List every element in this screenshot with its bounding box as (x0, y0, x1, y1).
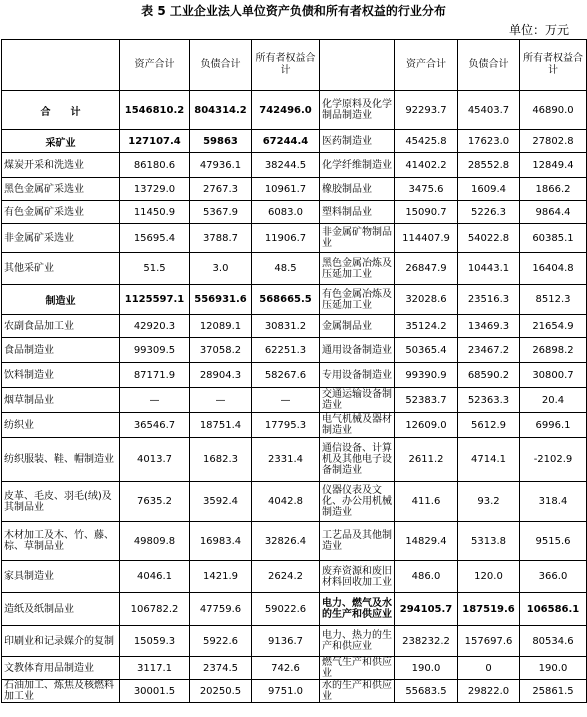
value-cell: 3592.4 (190, 482, 252, 522)
value-cell: 4013.7 (120, 438, 190, 482)
industry-name-cell: 化学原料及化学制品制造业 (320, 91, 395, 130)
value-cell: 35124.2 (395, 315, 458, 338)
industry-name-cell: 造纸及纸制品业 (2, 593, 120, 626)
value-cell: 58267.6 (252, 363, 320, 388)
value-cell: 12089.1 (190, 315, 252, 338)
value-cell: 106782.2 (120, 593, 190, 626)
value-cell: 99309.5 (120, 338, 190, 363)
table-row (2, 253, 587, 285)
value-cell: 99390.9 (395, 363, 458, 388)
industry-name-cell: 农副食品加工业 (2, 315, 120, 338)
value-cell: 49809.8 (120, 522, 190, 561)
value-cell: 67244.4 (252, 130, 320, 153)
header-cell: 所有者权益合计 (520, 40, 587, 91)
value-cell: 32826.4 (252, 522, 320, 561)
header-cell: 所有者权益合计 (252, 40, 320, 91)
value-cell: 42920.3 (120, 315, 190, 338)
industry-name-cell: 有色金属矿采选业 (2, 201, 120, 224)
industry-name-cell: 塑料制品业 (320, 201, 395, 224)
value-cell: 80534.6 (520, 626, 587, 657)
table-row (2, 482, 587, 522)
industry-name-cell: 饮料制造业 (2, 363, 120, 388)
value-cell: 92293.7 (395, 91, 458, 130)
header-row (2, 40, 587, 91)
value-cell: 6083.0 (252, 201, 320, 224)
header-cell: 负债合计 (458, 40, 520, 91)
industry-name-cell: 采矿业 (2, 130, 120, 153)
value-cell: 30800.7 (520, 363, 587, 388)
value-cell: 9751.0 (252, 680, 320, 703)
table-row (2, 657, 587, 680)
value-cell: 5367.9 (190, 201, 252, 224)
value-cell: 52383.7 (395, 388, 458, 413)
value-cell: — (252, 388, 320, 413)
value-cell: 15090.7 (395, 201, 458, 224)
value-cell: 23467.2 (458, 338, 520, 363)
table-row (2, 388, 587, 413)
industry-name-cell: 专用设备制造业 (320, 363, 395, 388)
value-cell: 28904.3 (190, 363, 252, 388)
value-cell: -2102.9 (520, 438, 587, 482)
value-cell: 486.0 (395, 561, 458, 593)
table-row (2, 626, 587, 657)
value-cell: 411.6 (395, 482, 458, 522)
value-cell: 190.0 (395, 657, 458, 680)
industry-name-cell: 橡胶制品业 (320, 178, 395, 201)
value-cell: 5922.6 (190, 626, 252, 657)
industry-name-cell: 家具制造业 (2, 561, 120, 593)
industry-name-cell: 通用设备制造业 (320, 338, 395, 363)
value-cell: 804314.2 (190, 91, 252, 130)
value-cell: 46890.0 (520, 91, 587, 130)
header-cell (2, 40, 120, 91)
value-cell: 50365.4 (395, 338, 458, 363)
value-cell: 59022.6 (252, 593, 320, 626)
table-body (2, 40, 587, 703)
value-cell: 11906.7 (252, 224, 320, 253)
value-cell: 16983.4 (190, 522, 252, 561)
value-cell: 1546810.2 (120, 91, 190, 130)
value-cell: 29822.0 (458, 680, 520, 703)
value-cell: — (190, 388, 252, 413)
value-cell: 4046.1 (120, 561, 190, 593)
value-cell: 51.5 (120, 253, 190, 285)
value-cell: — (120, 388, 190, 413)
industry-name-cell: 废弃资源和废旧材料回收加工业 (320, 561, 395, 593)
value-cell: 26898.2 (520, 338, 587, 363)
value-cell: 2767.3 (190, 178, 252, 201)
industry-name-cell: 烟草制品业 (2, 388, 120, 413)
industry-name-cell: 燃气生产和供应业 (320, 657, 395, 680)
value-cell: 48.5 (252, 253, 320, 285)
value-cell: 15059.3 (120, 626, 190, 657)
value-cell: 47759.6 (190, 593, 252, 626)
industry-table (1, 39, 587, 703)
value-cell: 0 (458, 657, 520, 680)
value-cell: 12849.4 (520, 153, 587, 178)
value-cell: 9136.7 (252, 626, 320, 657)
industry-name-cell: 仪器仪表及文化、办公用机械制造业 (320, 482, 395, 522)
table-row (2, 201, 587, 224)
industry-name-cell: 化学纤维制造业 (320, 153, 395, 178)
value-cell: 6996.1 (520, 413, 587, 438)
value-cell: 3.0 (190, 253, 252, 285)
value-cell: 59863 (190, 130, 252, 153)
value-cell: 1125597.1 (120, 285, 190, 315)
table-row (2, 91, 587, 130)
value-cell: 15695.4 (120, 224, 190, 253)
industry-name-cell: 水的生产和供应业 (320, 680, 395, 703)
value-cell: 93.2 (458, 482, 520, 522)
table-row (2, 561, 587, 593)
table-row (2, 285, 587, 315)
value-cell: 1609.4 (458, 178, 520, 201)
table-row (2, 363, 587, 388)
value-cell: 12609.0 (395, 413, 458, 438)
unit-label: 单位：万元 (508, 23, 569, 37)
value-cell: 2611.2 (395, 438, 458, 482)
value-cell: 30001.5 (120, 680, 190, 703)
value-cell: 52363.3 (458, 388, 520, 413)
industry-name-cell: 交通运输设备制造业 (320, 388, 395, 413)
value-cell: 25861.5 (520, 680, 587, 703)
value-cell: 26847.9 (395, 253, 458, 285)
industry-name-cell: 合 计 (2, 91, 120, 130)
industry-name-cell: 其他采矿业 (2, 253, 120, 285)
table-row (2, 178, 587, 201)
value-cell: 14829.4 (395, 522, 458, 561)
value-cell: 1421.9 (190, 561, 252, 593)
header-cell: 资产合计 (120, 40, 190, 91)
value-cell: 45403.7 (458, 91, 520, 130)
value-cell: 4042.8 (252, 482, 320, 522)
value-cell: 7635.2 (120, 482, 190, 522)
value-cell: 11450.9 (120, 201, 190, 224)
value-cell: 45425.8 (395, 130, 458, 153)
value-cell: 30831.2 (252, 315, 320, 338)
industry-name-cell: 非金属矿物制品业 (320, 224, 395, 253)
value-cell: 17795.3 (252, 413, 320, 438)
industry-name-cell: 纺织业 (2, 413, 120, 438)
value-cell: 742.6 (252, 657, 320, 680)
industry-name-cell: 皮革、毛皮、羽毛(绒)及其制品业 (2, 482, 120, 522)
value-cell: 23516.3 (458, 285, 520, 315)
value-cell: 32028.6 (395, 285, 458, 315)
value-cell: 9864.4 (520, 201, 587, 224)
industry-name-cell: 纺织服装、鞋、帽制造业 (2, 438, 120, 482)
value-cell: 87171.9 (120, 363, 190, 388)
value-cell: 4714.1 (458, 438, 520, 482)
table-row (2, 413, 587, 438)
value-cell: 86180.6 (120, 153, 190, 178)
value-cell: 3117.1 (120, 657, 190, 680)
industry-name-cell: 石油加工、炼焦及核燃料加工业 (2, 680, 120, 703)
value-cell: 16404.8 (520, 253, 587, 285)
header-cell: 负债合计 (190, 40, 252, 91)
value-cell: 38244.5 (252, 153, 320, 178)
table-row (2, 680, 587, 703)
value-cell: 187519.6 (458, 593, 520, 626)
industry-name-cell: 黑色金属矿采选业 (2, 178, 120, 201)
value-cell: 238232.2 (395, 626, 458, 657)
value-cell: 190.0 (520, 657, 587, 680)
value-cell: 36546.7 (120, 413, 190, 438)
industry-name-cell: 工艺品及其他制造业 (320, 522, 395, 561)
value-cell: 27802.8 (520, 130, 587, 153)
table-row (2, 338, 587, 363)
industry-name-cell: 食品制造业 (2, 338, 120, 363)
value-cell: 5313.8 (458, 522, 520, 561)
industry-name-cell: 黑色金属冶炼及压延加工业 (320, 253, 395, 285)
value-cell: 60385.1 (520, 224, 587, 253)
value-cell: 568665.5 (252, 285, 320, 315)
value-cell: 5612.9 (458, 413, 520, 438)
value-cell: 20250.5 (190, 680, 252, 703)
value-cell: 3788.7 (190, 224, 252, 253)
value-cell: 3475.6 (395, 178, 458, 201)
industry-name-cell: 文教体育用品制造业 (2, 657, 120, 680)
industry-name-cell: 金属制品业 (320, 315, 395, 338)
value-cell: 41402.2 (395, 153, 458, 178)
value-cell: 127107.4 (120, 130, 190, 153)
value-cell: 8512.3 (520, 285, 587, 315)
value-cell: 10443.1 (458, 253, 520, 285)
value-cell: 62251.3 (252, 338, 320, 363)
table-row (2, 593, 587, 626)
value-cell: 18751.4 (190, 413, 252, 438)
table-row (2, 438, 587, 482)
value-cell: 106586.1 (520, 593, 587, 626)
value-cell: 366.0 (520, 561, 587, 593)
header-cell: 资产合计 (395, 40, 458, 91)
table-row (2, 522, 587, 561)
value-cell: 13729.0 (120, 178, 190, 201)
value-cell: 54022.8 (458, 224, 520, 253)
value-cell: 114407.9 (395, 224, 458, 253)
value-cell: 28552.8 (458, 153, 520, 178)
industry-name-cell: 木材加工及木、竹、藤、棕、草制品业 (2, 522, 120, 561)
value-cell: 1682.3 (190, 438, 252, 482)
industry-name-cell: 煤炭开采和洗选业 (2, 153, 120, 178)
industry-name-cell: 印刷业和记录媒介的复制 (2, 626, 120, 657)
industry-name-cell: 电气机械及器材制造业 (320, 413, 395, 438)
value-cell: 742496.0 (252, 91, 320, 130)
value-cell: 2374.5 (190, 657, 252, 680)
value-cell: 10961.7 (252, 178, 320, 201)
table-row (2, 130, 587, 153)
value-cell: 318.4 (520, 482, 587, 522)
industry-name-cell: 通信设备、计算机及其他电子设备制造业 (320, 438, 395, 482)
table-row (2, 153, 587, 178)
value-cell: 2331.4 (252, 438, 320, 482)
industry-name-cell: 医药制造业 (320, 130, 395, 153)
industry-name-cell: 电力、热力的生产和供应业 (320, 626, 395, 657)
value-cell: 55683.5 (395, 680, 458, 703)
value-cell: 21654.9 (520, 315, 587, 338)
value-cell: 47936.1 (190, 153, 252, 178)
value-cell: 17623.0 (458, 130, 520, 153)
industry-name-cell: 制造业 (2, 285, 120, 315)
value-cell: 2624.2 (252, 561, 320, 593)
header-cell (320, 40, 395, 91)
table-title: 表 5 工业企业法人单位资产负债和所有者权益的行业分布 (141, 4, 446, 18)
value-cell: 294105.7 (395, 593, 458, 626)
value-cell: 37058.2 (190, 338, 252, 363)
value-cell: 120.0 (458, 561, 520, 593)
table-row (2, 224, 587, 253)
industry-name-cell: 电力、燃气及水的生产和供应业 (320, 593, 395, 626)
table-row (2, 315, 587, 338)
value-cell: 5226.3 (458, 201, 520, 224)
value-cell: 9515.6 (520, 522, 587, 561)
value-cell: 68590.2 (458, 363, 520, 388)
value-cell: 1866.2 (520, 178, 587, 201)
value-cell: 13469.3 (458, 315, 520, 338)
value-cell: 157697.6 (458, 626, 520, 657)
value-cell: 556931.6 (190, 285, 252, 315)
industry-name-cell: 有色金属冶炼及压延加工业 (320, 285, 395, 315)
value-cell: 20.4 (520, 388, 587, 413)
industry-name-cell: 非金属矿采选业 (2, 224, 120, 253)
